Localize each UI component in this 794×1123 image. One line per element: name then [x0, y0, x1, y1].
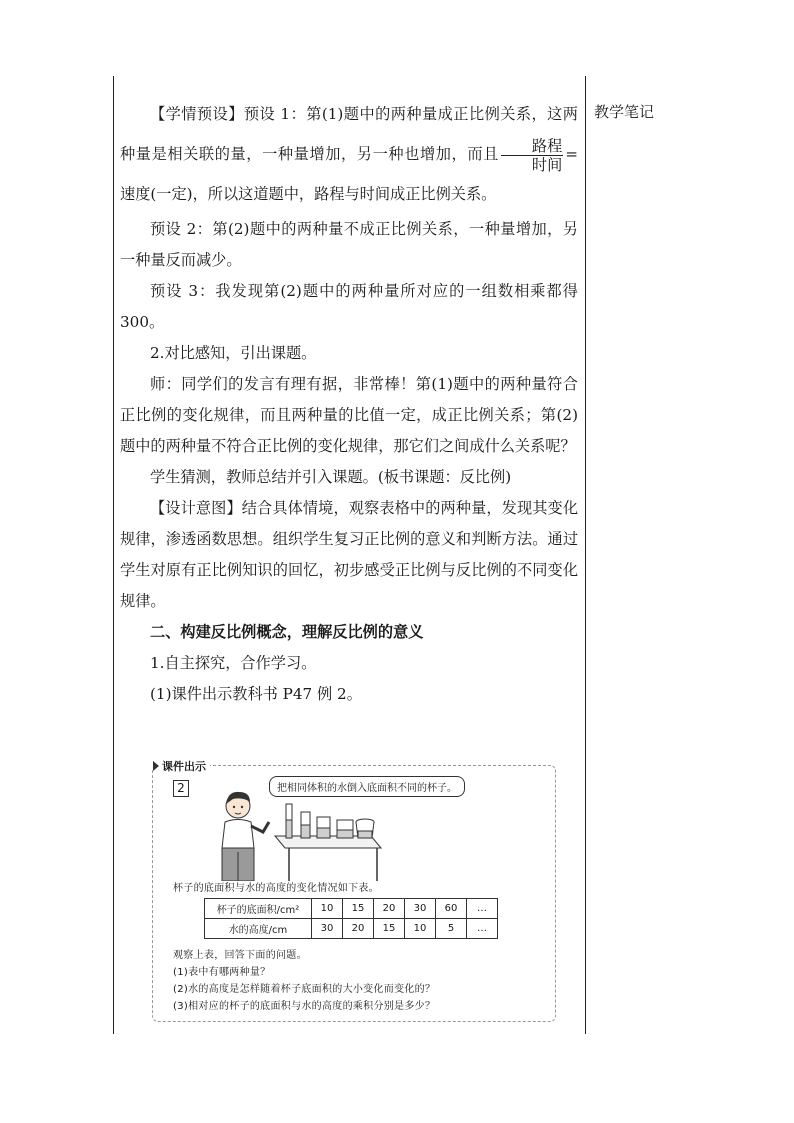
paragraph-design-intent: 【设计意图】结合具体情境，观察表格中的两种量，发现其变化规律，渗透函数思想。组织学生复习正比例的意义和判断方法。通过学生对原有正比例知识的回忆，初步感受正比例与反比例的不同变化规律。 [120, 499, 578, 610]
figure-caption: 杯子的底面积与水的高度的变化情况如下表。 [173, 883, 379, 894]
question-1: (1)表中有哪两种量？ [173, 967, 271, 978]
table-row [205, 899, 498, 919]
table-cell: … [467, 899, 498, 919]
table-cell: 30 [312, 919, 343, 939]
triangle-icon [153, 761, 159, 771]
paragraph-preset-3: 预设 3：我发现第(2)题中的两种量所对应的一组数相乘都得 300。 [120, 282, 578, 331]
table-cell: 15 [374, 919, 405, 939]
question-prompt: 观察上表，回答下面的问题。 [173, 950, 307, 961]
paragraph-teacher-remark: 师：同学们的发言有理有据，非常棒！第(1)题中的两种量符合正比例的变化规律，而且两种量的比值一定，成正比例关系；第(2)题中的两种量不符合正比例的变化规律，那它们之间成什么关系呢？ [120, 375, 578, 455]
question-2: (2)水的高度是怎样随着杯子底面积的大小变化而变化的？ [173, 984, 436, 995]
row-header: 水的高度/cm [205, 919, 312, 939]
table-row [205, 919, 498, 939]
table-cell: 10 [405, 919, 436, 939]
table-cell: 15 [343, 899, 374, 919]
table-cell: … [467, 919, 498, 939]
example-number-box: 2 [173, 780, 189, 797]
table-cell: 60 [436, 899, 467, 919]
table-cell: 10 [312, 899, 343, 919]
paragraph-student-guess: 学生猜测，教师总结并引入课题。(板书课题：反比例) [150, 468, 512, 486]
speech-bubble: 把相同体积的水倒入底面积不同的杯子。 [269, 776, 465, 797]
table-cell: 20 [374, 899, 405, 919]
row-header: 杯子的底面积/cm² [205, 899, 312, 919]
table-cell: 5 [436, 919, 467, 939]
courseware-figure [152, 760, 556, 1022]
table-cell: 30 [405, 899, 436, 919]
boy-with-cups-illustration [213, 786, 383, 881]
question-3: (3)相对应的杯子的底面积与水的高度的乘积分别是多少？ [173, 1001, 436, 1012]
paragraph-step-2: 2.对比感知，引出课题。 [150, 344, 317, 362]
paragraph-preset-2: 预设 2：第(2)题中的两种量不成正比例关系，一种量增加，另一种量反而减少。 [120, 220, 578, 269]
table-cell: 20 [343, 919, 374, 939]
paragraph-preset-1: 【学情预设】预设 1：第(1)题中的两种量成正比例关系，这两种量是相关联的量，一种量增加，另一种也增加，而且 $\frac{\text{路程}}{\text{时间}}$ =速度(一定)，所以这道题中，路程与时间成正比例关系。 [120, 105, 578, 203]
courseware-tag: 课件出示 [153, 758, 210, 774]
area-height-table [204, 898, 498, 939]
left-margin-rule [113, 76, 114, 1034]
notes-column-rule [585, 76, 586, 1034]
teaching-notes-label: 教学笔记 [594, 103, 655, 121]
section-heading-2: 二、构建反比例概念，理解反比例的意义 [150, 623, 424, 641]
paragraph-example-intro: (1)课件出示教科书 P47 例 2。 [150, 685, 362, 703]
paragraph-step-1: 1.自主探究，合作学习。 [150, 654, 317, 672]
fraction-distance-over-time: $\frac{\text{路程}}{\text{时间}}$ [501, 137, 563, 174]
lesson-content [120, 94, 578, 710]
